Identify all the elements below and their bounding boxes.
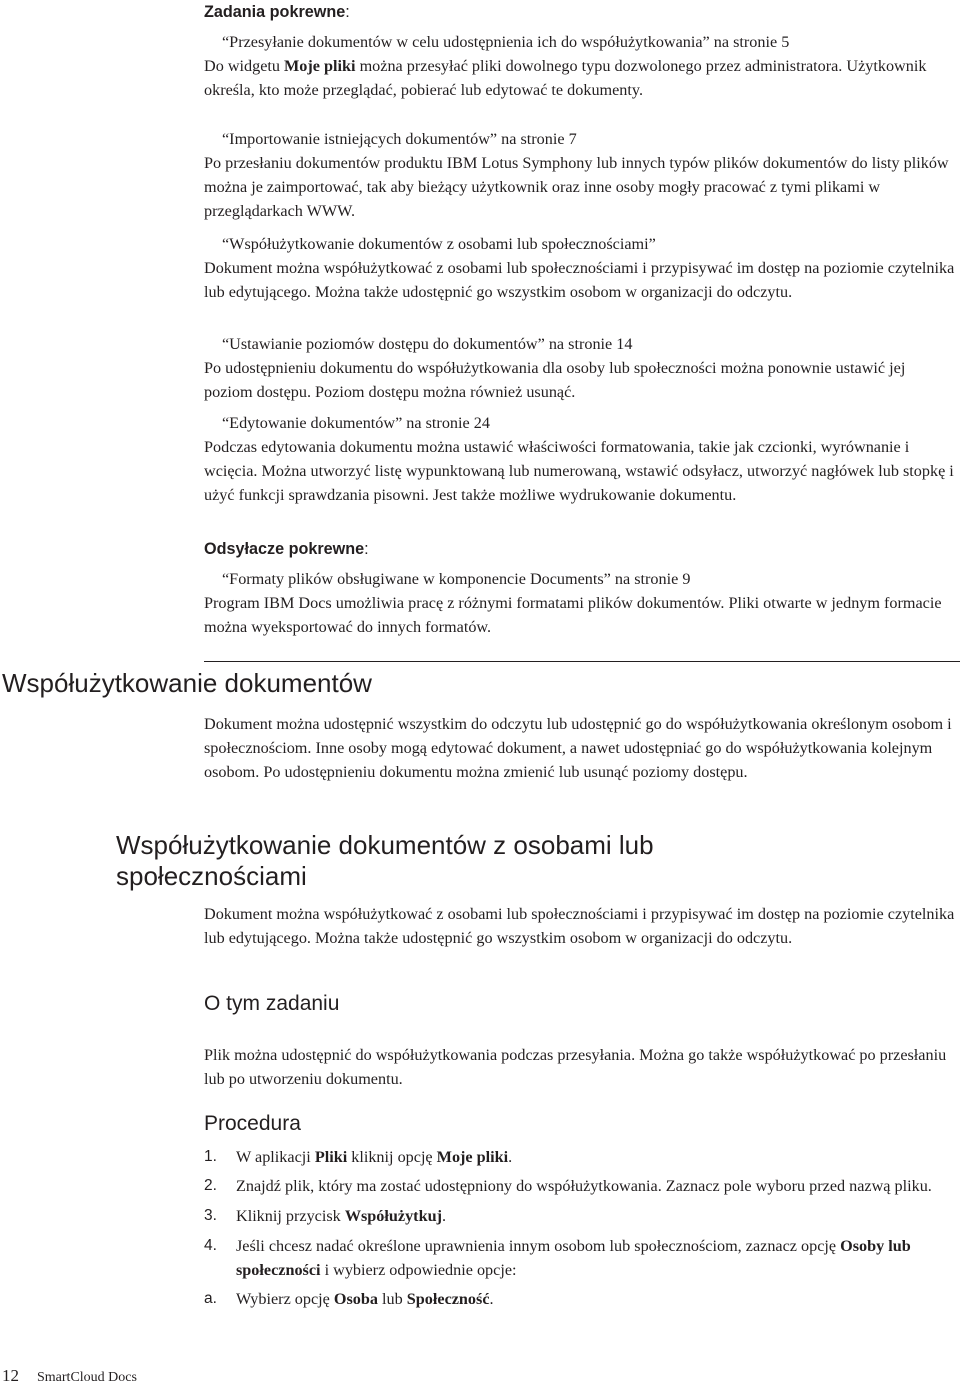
step-number: 2. [204, 1177, 217, 1194]
related-task-item [204, 411, 956, 507]
about-text-content: Plik można udostępnić do współużytkowania podczas przesyłania. Można go także współużytkować po przesłaniu lub po utworzeniu dokumentu. [204, 1046, 947, 1088]
related-task-link[interactable]: “Importowanie istniejących dokumentów” na stronie 7 [222, 130, 577, 148]
substep-letter: a. [204, 1290, 217, 1307]
related-links-heading: Odsyłacze pokrewne: [204, 540, 369, 558]
section-divider [204, 661, 960, 662]
related-link-desc: Program IBM Docs umożliwia pracę z różnymi formatami plików dokumentów. Pliki otwarte w jednym formacie można wyeksportować do innych formatów. [204, 594, 942, 636]
step-number: 1. [204, 1148, 217, 1165]
procedure-substep: a. Wybierz opcję Osoba lub Społeczność. [204, 1287, 956, 1311]
related-task-desc: Po przesłaniu dokumentów produktu IBM Lotus Symphony lub innych typów plików dokumentów do listy plików można je zaimportować, tak aby bieżący użytkownik oraz inne osoby mogły pracować z tymi plikami w przeglądarkach WWW. [204, 154, 949, 220]
step-number: 3. [204, 1207, 217, 1224]
related-task-desc: Do widgetu Moje pliki można przesyłać pliki dowolnego typu dozwolonego przez administratora. Użytkownik określa, kto może przeglądać, pobierać lub edytować te dokumenty. [204, 57, 927, 99]
section-intro-text: Dokument można udostępnić wszystkim do odczytu lub udostępnić go do współużytkowania określonym osobom i społecznościom. Inne osoby mogą edytować dokument, a nawet udostępniać go do współużytkowania kolejnym osobom. Po udostępnieniu dokumentu można zmienić lub usunąć poziomy dostępu. [204, 715, 952, 781]
subsection-intro [204, 902, 956, 950]
related-task-link[interactable]: “Ustawianie poziomów dostępu do dokumentów” na stronie 14 [222, 335, 633, 353]
related-tasks-label: Zadania pokrewne [204, 3, 346, 21]
related-links-block [204, 537, 956, 561]
step-number: 4. [204, 1237, 217, 1254]
section-intro [204, 712, 956, 784]
related-task-item [204, 127, 956, 223]
related-tasks-block [204, 0, 956, 24]
subsection-intro-text: Dokument można współużytkować z osobami lub społecznościami i przypisywać im dostęp na poziomie czytelnika lub edytującego. Można także udostępnić go wszystkim osobom w organizacji do odczytu. [204, 905, 955, 947]
section-title: Współużytkowanie dokumentów [2, 668, 372, 698]
related-task-item [204, 332, 956, 404]
procedure-step: 1. W aplikacji Pliki kliknij opcję Moje pliki. [204, 1145, 956, 1169]
related-links-label: Odsyłacze pokrewne [204, 540, 365, 558]
related-tasks-heading: Zadania pokrewne: [204, 3, 350, 21]
about-text [204, 1043, 956, 1091]
related-task-desc: Dokument można współużytkować z osobami lub społecznościami i przypisywać im dostęp na poziomie czytelnika lub edytującego. Można także udostępnić go wszystkim osobom w organizacji do odczytu. [204, 259, 955, 301]
procedure-steps [204, 1145, 956, 1311]
related-task-desc: Po udostępnieniu dokumentu do współużytkowania dla osoby lub społeczności można ponownie ustawić jej poziom dostępu. Poziom dostępu można również usunąć. [204, 359, 906, 401]
related-task-link[interactable]: “Współużytkowanie dokumentów z osobami lub społecznościami” [222, 235, 656, 253]
procedure-step: 3. Kliknij przycisk Współużytkuj. [204, 1204, 956, 1228]
page-number: 12 [2, 1366, 19, 1385]
related-task-item [204, 30, 956, 102]
related-task-link[interactable]: “Edytowanie dokumentów” na stronie 24 [222, 414, 490, 432]
footer-doc-title: SmartCloud Docs [37, 1370, 137, 1385]
related-link-link[interactable]: “Formaty plików obsługiwane w komponencie Documents” na stronie 9 [222, 570, 691, 588]
procedure-heading: Procedura [204, 1112, 301, 1135]
related-link-item [204, 567, 956, 639]
procedure-step: 4. Jeśli chcesz nadać określone uprawnienia innym osobom lub społecznościom, zaznacz opcję Osoby lub społeczności i wybierz odpowiednie opcje: [204, 1234, 956, 1282]
page-footer [2, 1364, 137, 1390]
about-heading: O tym zadaniu [204, 992, 340, 1015]
related-task-item [204, 232, 956, 304]
subsection-title: Współużytkowanie dokumentów z osobami lub społecznościami [116, 830, 654, 891]
related-task-link[interactable]: “Przesyłanie dokumentów w celu udostępnienia ich do współużytkowania” na stronie 5 [222, 33, 790, 51]
related-task-desc: Podczas edytowania dokumentu można ustawić właściwości formatowania, takie jak czcionki, wyrównanie i wcięcia. Można utworzyć listę wypunktowaną lub numerowaną, wstawić odsyłacz, utworzyć nagłówek lub stopkę i użyć funkcji sprawdzania pisowni. Jest także możliwe wydrukowanie dokumentu. [204, 438, 954, 504]
procedure-step: 2. Znajdź plik, który ma zostać udostępniony do współużytkowania. Zaznacz pole wyboru przed nazwą pliku. [204, 1174, 956, 1198]
